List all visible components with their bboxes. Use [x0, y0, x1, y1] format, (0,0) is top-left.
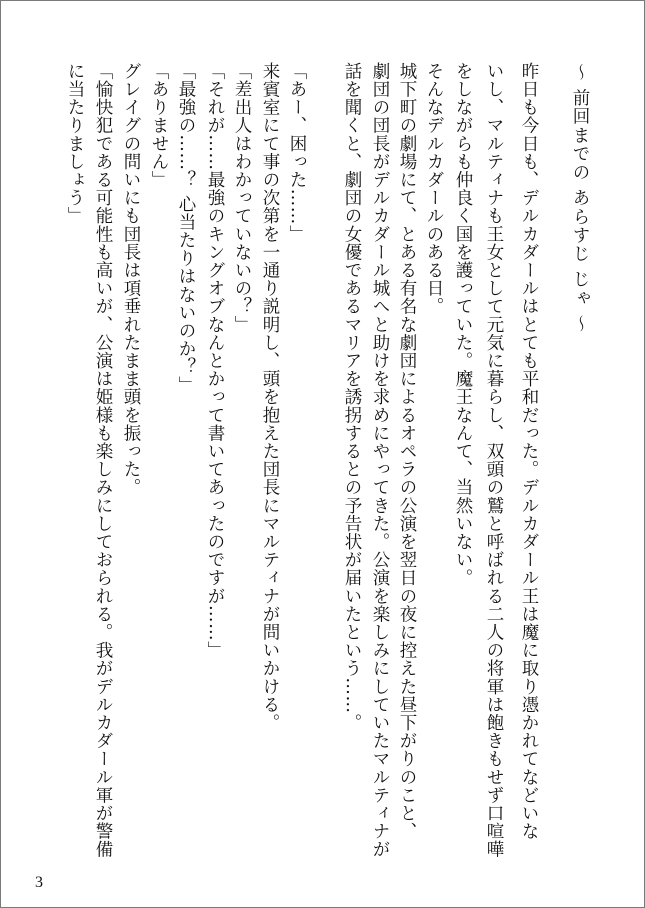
text-line: いし、マルティナも王女として元気に暮らし、双頭の鷲と呼ばれる二人の将軍は飽きもせず口喧嘩	[484, 62, 504, 859]
text-line: そんなデルカダールのある日。	[424, 62, 444, 316]
page-number: 3	[35, 874, 43, 891]
text-line: 昨日も今日も、デルカダールはとても平和だった。デルカダール王は魔に取り憑かれてなどいな	[519, 62, 539, 841]
text-line: 劇団の団長がデルカダール城へと助けを求めにやってきた。公演を楽しみにしていたマルティナが	[370, 62, 390, 859]
dialogue-line: に当たりましょう」	[65, 62, 85, 225]
text-line: グレイグの問いにも団長は項垂れたまま頭を振った。	[121, 62, 141, 497]
text-line: 来賓室にて事の次第を一通り説明し、頭を抱えた団長にマルティナが問いかける。	[260, 62, 280, 732]
text-line: をしながらも仲良く国を護っていた。魔王なんて、当然いない。	[453, 62, 473, 587]
dialogue-line: 「それが……最強のキングオブなんとかって書いてあったのですが……」	[205, 62, 225, 660]
text-line: 城下町の劇場にて、とある有名な劇団によるオペラの公演を翌日の夜に控えた昼下がりのこと、	[397, 62, 417, 841]
dialogue-line: 「差出人はわかっていないの？」	[232, 62, 252, 334]
dialogue-line: 「あー、困った……」	[287, 62, 307, 243]
dialogue-line: 「最強の……？ 心当たりはないのか？」	[176, 62, 196, 394]
dialogue-line: 「ありません」	[149, 62, 169, 189]
text-line: 話を聞くと、劇団の女優であるマリアを誘拐するとの予告状が届いたという……。	[342, 62, 362, 732]
recap-heading: ～ 前回までの あらすじ じゃ ～	[570, 63, 590, 334]
dialogue-line: 「愉快犯である可能性も高いが、公演は姫様も楽しみにしておられる。我がデルカダール軍が警備	[93, 62, 113, 859]
